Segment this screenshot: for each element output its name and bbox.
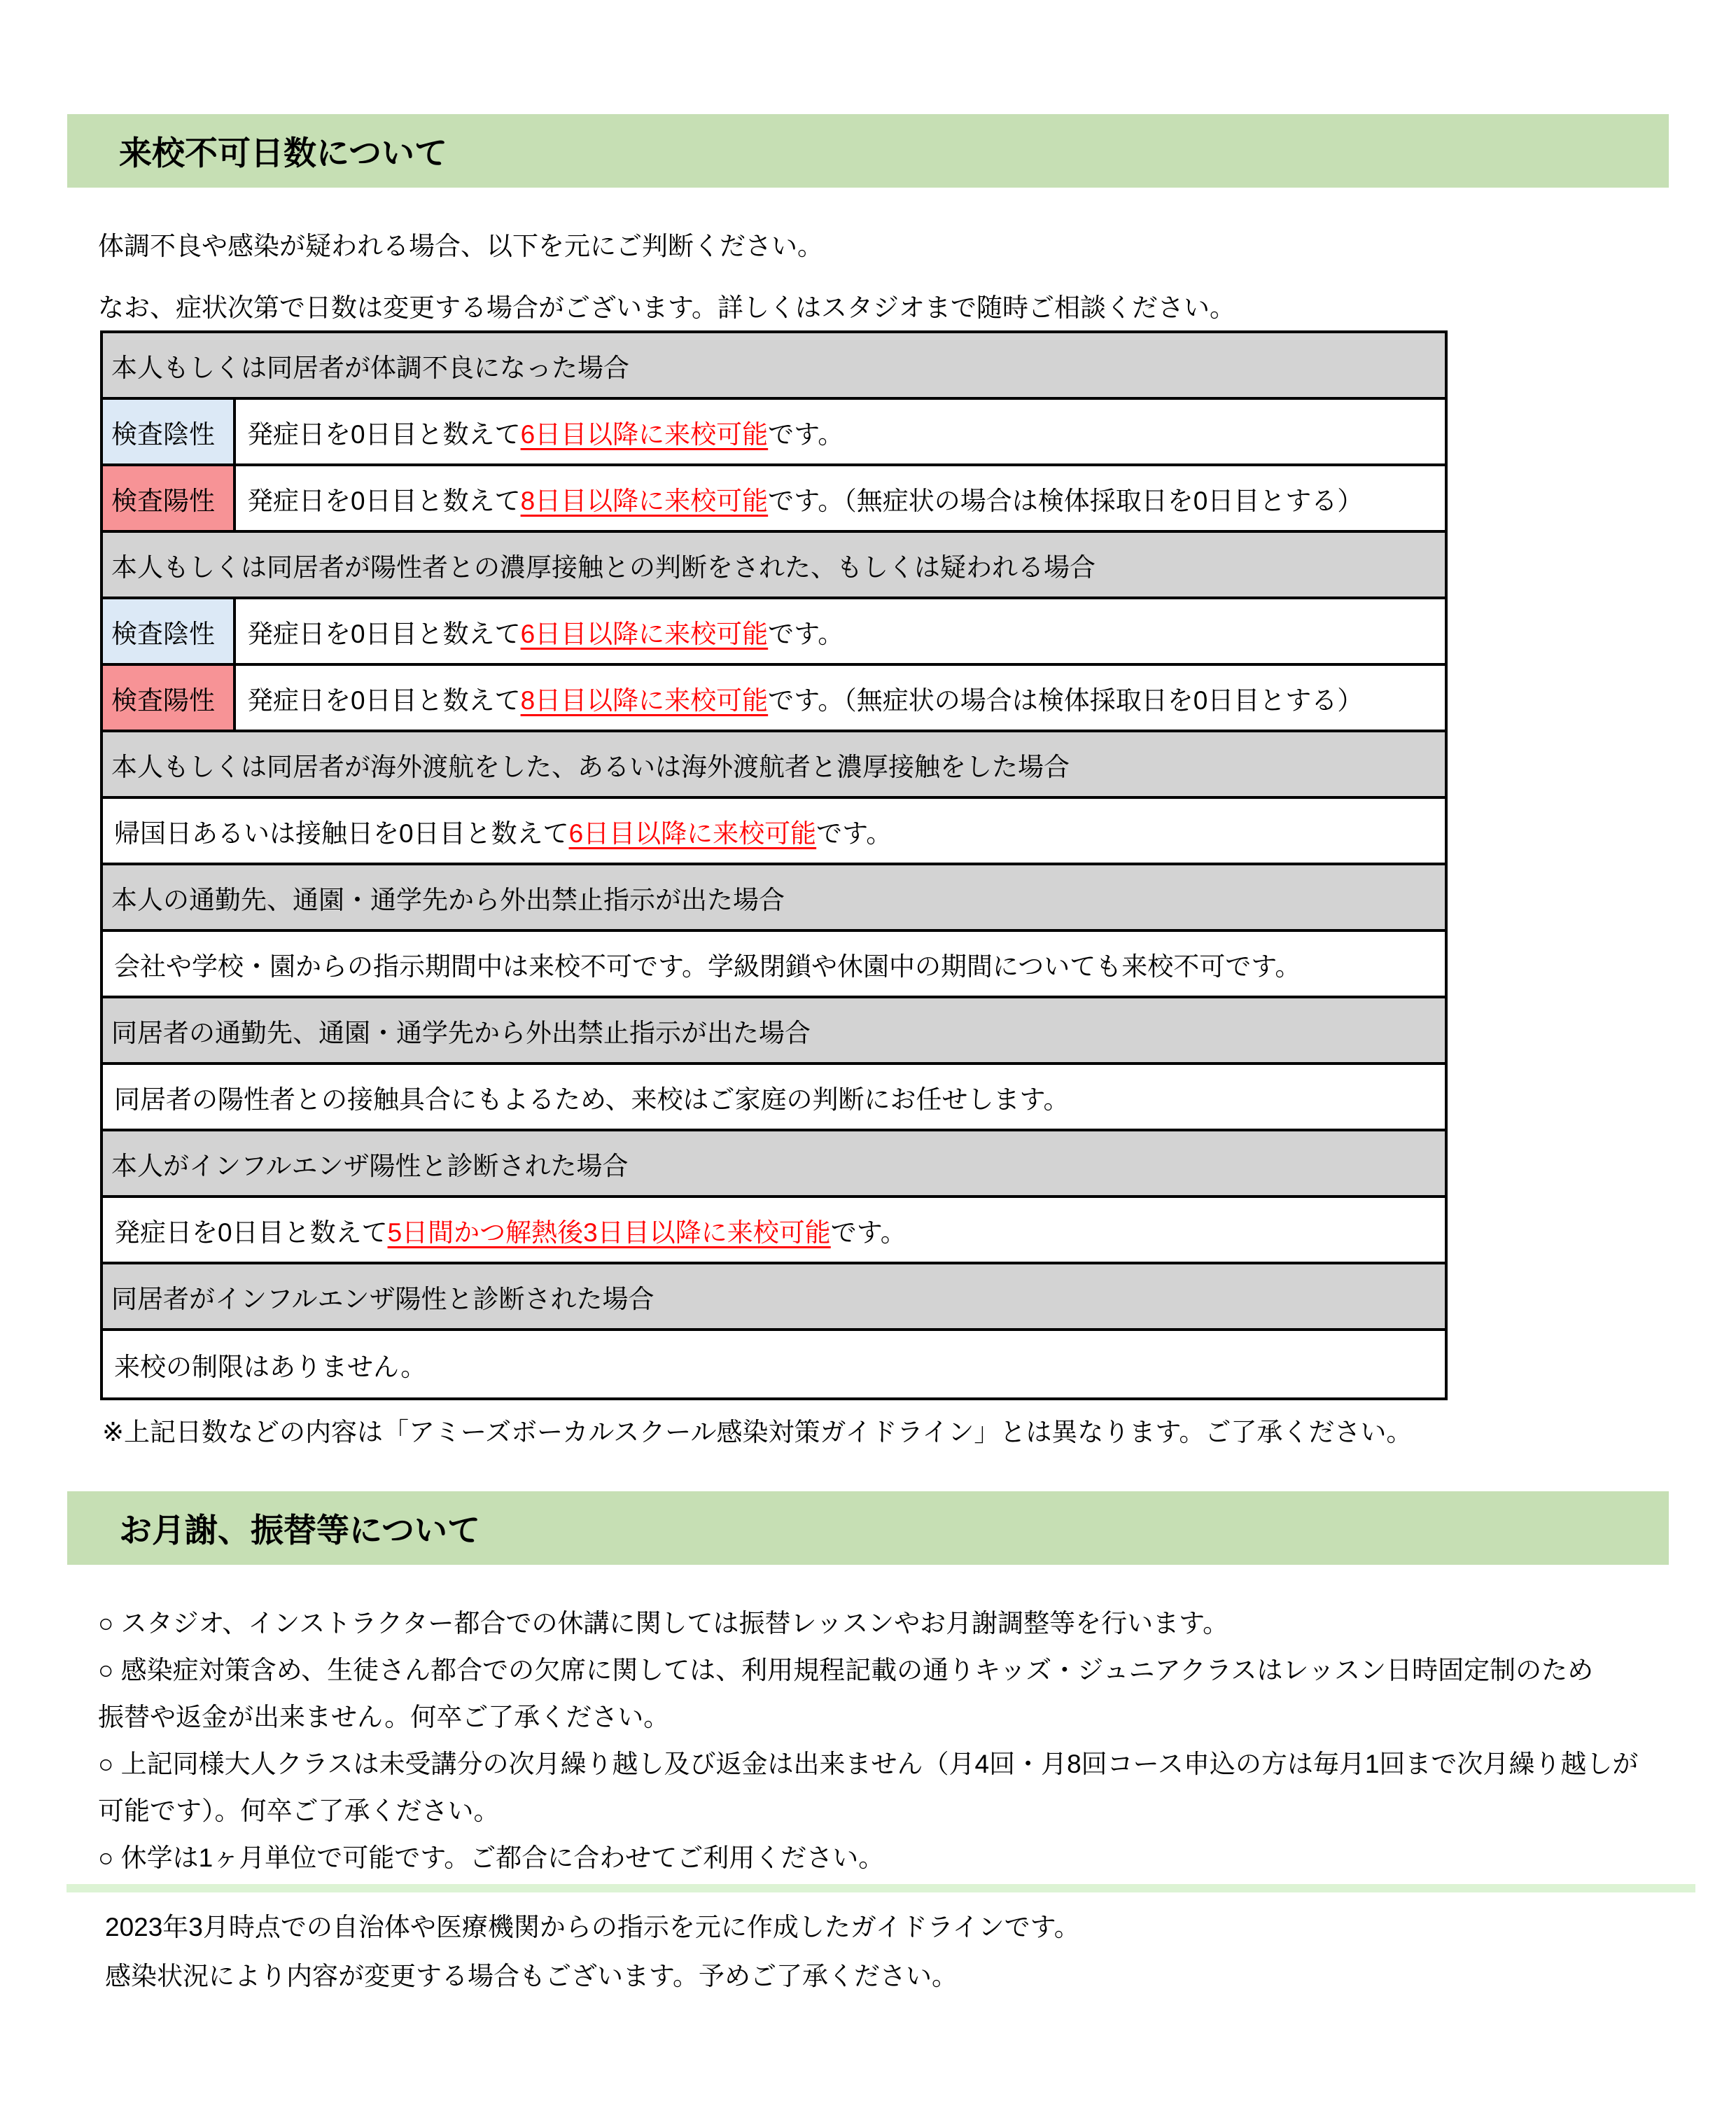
table-rule-row bbox=[103, 466, 1445, 533]
rule-highlight: 6日目以降に来校可能 bbox=[520, 619, 769, 648]
table-rule-row bbox=[103, 799, 1445, 865]
double-rule-divider bbox=[66, 1884, 1695, 1892]
section-header-attendance bbox=[67, 114, 1669, 188]
rule-text bbox=[236, 466, 1445, 530]
test-result-label: 検査陰性 bbox=[103, 599, 236, 663]
policy-line: ○ 感染症対策含め、生徒さん都合での欠席に関しては、利用規程記載の通りキッズ・ジュニアクラスはレッスン日時固定制のため bbox=[98, 1656, 1594, 1685]
test-result-label: 検査陽性 bbox=[103, 666, 236, 730]
rule-highlight: 5日間かつ解熱後3日目以降に来校可能 bbox=[387, 1218, 831, 1247]
table-rule-row bbox=[103, 932, 1445, 998]
tuition-policy-list bbox=[98, 1600, 1736, 1881]
rule-text-pre: 来校の制限はありません。 bbox=[114, 1352, 427, 1381]
table-rule-row bbox=[103, 599, 1445, 666]
case-text: 本人がインフルエンザ陽性と診断された場合 bbox=[111, 1151, 629, 1180]
table-case-row bbox=[103, 1131, 1445, 1198]
section-title-attendance: 来校不可日数について bbox=[119, 134, 448, 172]
table-case-row bbox=[103, 533, 1445, 599]
policy-line: ○ スタジオ、インストラクター都合での休講に関しては振替レッスンやお月謝調整等を行います。 bbox=[98, 1609, 1229, 1638]
rule-text-post: です。（無症状の場合は検体採取日を0日目とする） bbox=[768, 685, 1364, 715]
case-text: 本人の通勤先、通園・通学先から外出禁止指示が出た場合 bbox=[111, 885, 785, 914]
case-text: 同居者がインフルエンザ陽性と診断された場合 bbox=[111, 1284, 654, 1313]
rule-text-post: です。 bbox=[768, 419, 844, 449]
rule-highlight: 6日目以降に来校可能 bbox=[520, 419, 769, 449]
table-rule-row bbox=[103, 400, 1445, 466]
test-result-label: 検査陽性 bbox=[103, 466, 236, 530]
section-title-tuition: お月謝、振替等について bbox=[119, 1512, 481, 1549]
case-text: 同居者の通勤先、通園・通学先から外出禁止指示が出た場合 bbox=[111, 1018, 811, 1047]
rule-text-pre: 同居者の陽性者との接触具合にもよるため、来校はご家庭の判断にお任せします。 bbox=[114, 1085, 1070, 1114]
footer-line-1: 2023年3月時点での自治体や医療機関からの指示を元に作成したガイドラインです。 bbox=[105, 1913, 1080, 1941]
rule-highlight: 8日目以降に来校可能 bbox=[520, 486, 769, 515]
rule-text bbox=[236, 666, 1445, 730]
rule-text-post: です。 bbox=[768, 619, 844, 648]
attendance-table bbox=[100, 330, 1448, 1400]
rule-text-post: です。（無症状の場合は検体採取日を0日目とする） bbox=[768, 486, 1364, 515]
rule-text-pre: 発症日を0日目と数えて bbox=[247, 419, 521, 449]
section-header-tuition bbox=[67, 1491, 1669, 1565]
rule-highlight: 6日目以降に来校可能 bbox=[568, 818, 817, 848]
table-case-row bbox=[103, 333, 1445, 400]
policy-line: ○ 休学は1ヶ月単位で可能です。ご都合に合わせてご利用ください。 bbox=[98, 1843, 885, 1872]
rule-text bbox=[236, 400, 1445, 463]
policy-line: 可能です）。何卒ご了承ください。 bbox=[98, 1797, 500, 1825]
table-case-row bbox=[103, 1264, 1445, 1331]
table-case-row bbox=[103, 998, 1445, 1065]
policy-line: 振替や返金が出来ません。何卒ご了承ください。 bbox=[98, 1703, 670, 1731]
table-rule-row bbox=[103, 666, 1445, 732]
table-rule-row bbox=[103, 1198, 1445, 1264]
rule-highlight: 8日目以降に来校可能 bbox=[520, 685, 769, 715]
rule-text-pre: 発症日を0日目と数えて bbox=[247, 486, 521, 515]
footer-line-2: 感染状況により内容が変更する場合もございます。予めご了承ください。 bbox=[105, 1962, 958, 1990]
rule-text-post: です。 bbox=[816, 818, 892, 848]
rule-text bbox=[103, 1331, 1445, 1397]
case-text: 本人もしくは同居者が海外渡航をした、あるいは海外渡航者と濃厚接触をした場合 bbox=[111, 752, 1070, 781]
case-text: 本人もしくは同居者が陽性者との濃厚接触との判断をされた、もしくは疑われる場合 bbox=[111, 552, 1096, 582]
rule-text bbox=[103, 932, 1445, 996]
policy-line: ○ 上記同様大人クラスは未受講分の次月繰り越し及び返金は出来ません（月4回・月8回コース申込の方は毎月1回まで次月繰り越しが bbox=[98, 1750, 1639, 1778]
table-case-row bbox=[103, 732, 1445, 799]
rule-text-pre: 帰国日あるいは接触日を0日目と数えて bbox=[114, 818, 569, 848]
rule-text bbox=[103, 1198, 1445, 1262]
table-case-row bbox=[103, 865, 1445, 932]
intro-paragraph-2: なお、症状次第で日数は変更する場合がございます。詳しくはスタジオまで随時ご相談ください。 bbox=[98, 293, 1236, 322]
rule-text-pre: 発症日を0日目と数えて bbox=[114, 1218, 388, 1247]
table-note: ※上記日数などの内容は「アミーズボーカルスクール感染対策ガイドライン」とは異なります。ご了承ください。 bbox=[102, 1418, 1413, 1446]
rule-text-pre: 発症日を0日目と数えて bbox=[247, 685, 521, 715]
rule-text bbox=[103, 799, 1445, 863]
case-text: 本人もしくは同居者が体調不良になった場合 bbox=[111, 353, 629, 382]
table-rule-row bbox=[103, 1331, 1445, 1397]
rule-text bbox=[103, 1065, 1445, 1129]
rule-text-pre: 会社や学校・園からの指示期間中は来校不可です。学級閉鎖や休園中の期間についても来校不可です。 bbox=[114, 951, 1301, 981]
rule-text bbox=[236, 599, 1445, 663]
table-rule-row bbox=[103, 1065, 1445, 1131]
test-result-label: 検査陰性 bbox=[103, 400, 236, 463]
rule-text-pre: 発症日を0日目と数えて bbox=[247, 619, 521, 648]
intro-paragraph-1: 体調不良や感染が疑われる場合、以下を元にご判断ください。 bbox=[98, 232, 823, 260]
rule-text-post: です。 bbox=[830, 1218, 906, 1247]
